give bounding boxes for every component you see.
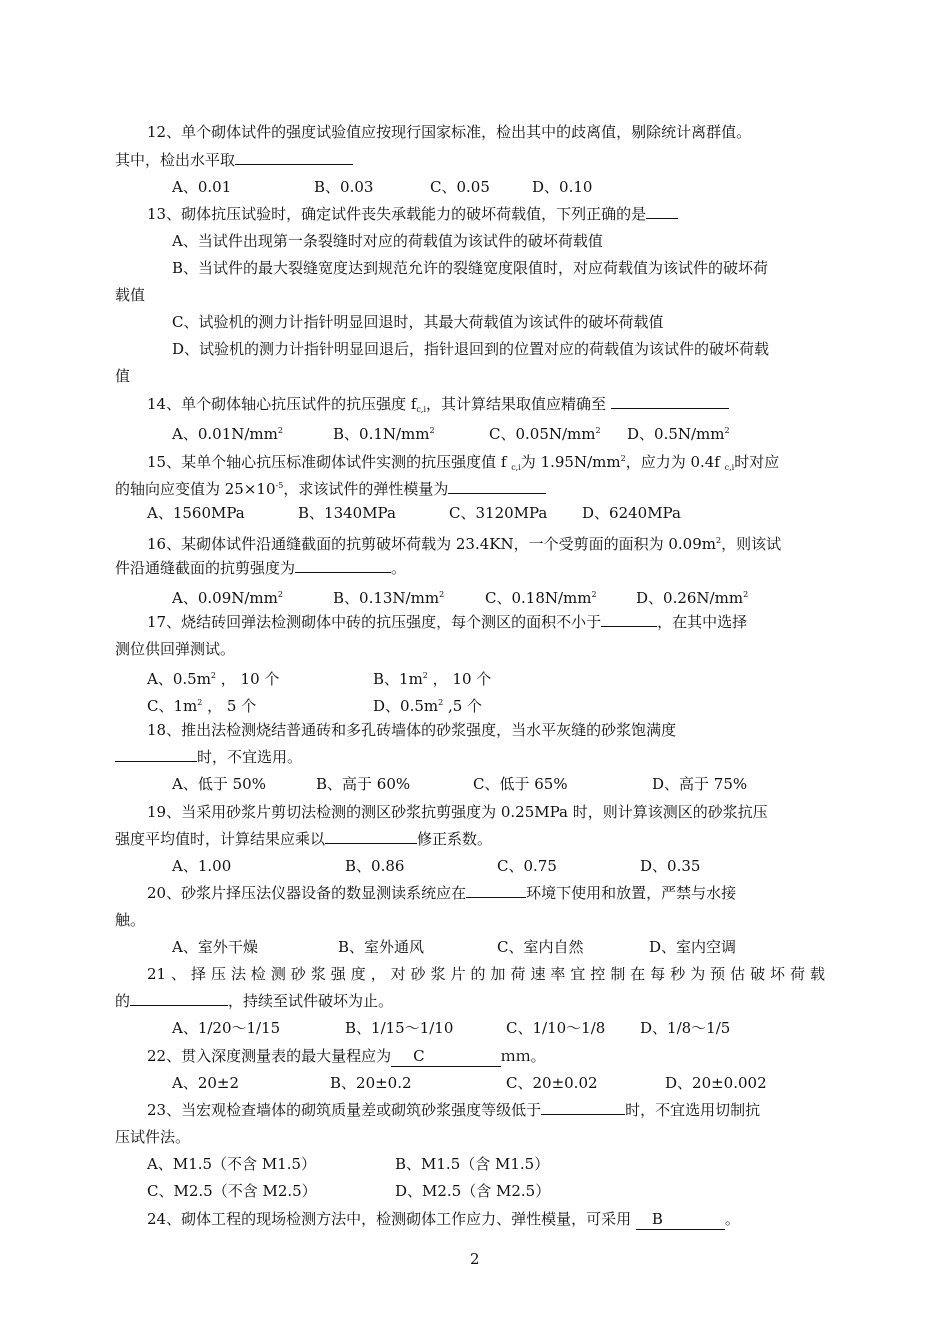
q18-line2: 时，不宜选用。 xyxy=(197,748,303,766)
q14-blank[interactable] xyxy=(611,394,729,409)
q13-option-b: B、当试件的最大裂缝宽度达到规范允许的裂缝宽度限值时，对应荷载值为该试件的破坏荷 xyxy=(172,259,769,277)
q23-option-b: B、M1.5（含 M1.5） xyxy=(395,1155,550,1173)
q20-stem-a: 20、砂浆片择压法仪器设备的数显测读系统应在 xyxy=(147,884,467,902)
q24-answer-blank[interactable] xyxy=(636,1209,725,1230)
q18-stem-line2 xyxy=(115,747,302,767)
q16-line2-b: 。 xyxy=(391,559,407,577)
q12-option-a: A、0.01 xyxy=(172,178,232,196)
q12-stem2: 其中，检出水平取 xyxy=(115,151,236,169)
q20-stem-b: 环境下使用和放置，严禁与水接 xyxy=(526,884,737,902)
q23-option-d: D、M2.5（含 M2.5） xyxy=(395,1182,551,1200)
q12-option-d: D、0.10 xyxy=(532,178,593,196)
page-number: 2 xyxy=(470,1250,480,1268)
q24-stem-line xyxy=(147,1209,740,1229)
q23-stem-line xyxy=(147,1100,760,1120)
q13-option-d-cont: 值 xyxy=(115,367,131,385)
q12-option-c: C、0.05 xyxy=(430,178,490,196)
q16-stem-a: 16、某砌体试件沿通缝截面的抗剪破坏荷载为 23.4KN，一个受剪面的面积为 0.09m xyxy=(147,535,716,553)
q16-option-a: A、$0.09N/mm^2$ xyxy=(172,589,283,607)
q16-blank[interactable] xyxy=(295,558,391,573)
q20-stem-line2: 触。 xyxy=(115,911,146,929)
q23-option-c: C、M2.5（不含 M2.5） xyxy=(147,1182,317,1200)
q12-stem-line2 xyxy=(115,150,353,170)
q19-stem: 19、当采用砂浆片剪切法检测的测区砂浆抗剪强度为 0.25MPa 时，则计算该测区的砂浆抗压 xyxy=(147,803,768,821)
q13-option-a: A、当试件出现第一条裂缝时对应的荷载值为该试件的破坏荷载值 xyxy=(172,232,603,250)
q19-option-b: B、0.86 xyxy=(345,857,405,875)
q13-stem-line xyxy=(147,204,678,224)
q13-option-c: C、试验机的测力计指针明显回退时，其最大荷载值为该试件的破坏荷载值 xyxy=(172,313,664,331)
q13-stem: 13、砌体抗压试验时，确定试件丧失承载能力的破坏荷载值，下列正确的是 xyxy=(147,205,647,223)
q19-line2-a: 强度平均值时，计算结果应乘以 xyxy=(115,830,326,848)
q19-option-d: D、0.35 xyxy=(640,857,701,875)
q21-option-b: B、1/15～1/10 xyxy=(345,1019,454,1037)
q13-option-d: D、试验机的测力计指针明显回退后，指针退回到的位置对应的荷载值为该试件的破坏荷载 xyxy=(172,340,770,358)
q14-stem-line xyxy=(147,394,729,414)
q14-stem-b: ，其计算结果取值应精确至 xyxy=(426,395,607,413)
q21-line2-a: 的 xyxy=(115,992,131,1010)
q16-stem-line2 xyxy=(115,558,406,578)
q17-stem-b: ，在其中选择 xyxy=(657,613,748,631)
q24-answer: B xyxy=(651,1210,663,1228)
q22-answer-blank[interactable] xyxy=(391,1046,500,1067)
q14-option-b: B、$0.1N/mm^2$ xyxy=(333,425,435,443)
q21-option-c: C、1/10～1/8 xyxy=(506,1019,606,1037)
q17-stem-line xyxy=(147,612,747,632)
q23-option-a: A、M1.5（不含 M1.5） xyxy=(147,1155,317,1173)
q15-option-b: B、1340MPa xyxy=(298,504,396,522)
q20-stem-line xyxy=(147,883,736,903)
q22-stem-line xyxy=(147,1046,546,1066)
q16-option-c: C、$0.18N/mm^2$ xyxy=(485,589,597,607)
q12-blank[interactable] xyxy=(235,150,353,165)
q21-option-d: D、1/8～1/5 xyxy=(640,1019,731,1037)
q16-sup: 2 xyxy=(715,536,722,545)
q22-option-d: D、20±0.002 xyxy=(665,1074,767,1092)
q12-stem: 12、单个砌体试件的强度试验值应按现行国家标准，检出其中的歧离值，剔除统计离群值。 xyxy=(147,123,752,141)
q17-option-d: D、$0.5m^2$ ,5 个 xyxy=(373,697,483,715)
q15-option-c: C、3120MPa xyxy=(449,504,548,522)
q16-line2-a: 件沿通缝截面的抗剪强度为 xyxy=(115,559,296,577)
q23-stem-line2: 压试件法。 xyxy=(115,1128,191,1146)
q15-option-d: D、6240MPa xyxy=(582,504,681,522)
q19-line2-b: 修正系数。 xyxy=(417,830,493,848)
q15-blank[interactable] xyxy=(448,479,546,494)
q18-option-d: D、高于 75% xyxy=(652,775,748,793)
q15-line2-sup: -5 xyxy=(275,481,284,490)
q17-stem-line2: 测位供回弹测试。 xyxy=(115,640,236,658)
q17-option-a: A、$0.5m^2$ ， 10 个 xyxy=(147,670,280,688)
q14-option-c: C、$0.05N/mm^2$ xyxy=(489,425,601,443)
q14-option-a: A、$0.01N/mm^2$ xyxy=(172,425,283,443)
q17-blank[interactable] xyxy=(601,612,657,627)
q15-stem-d: 时对应 xyxy=(734,453,780,471)
q22-option-a: A、20±2 xyxy=(172,1074,240,1092)
q15-subscript-2: c,i xyxy=(724,463,735,472)
q15-stem-b: 为 1.95N/mm xyxy=(520,453,621,471)
q16-option-d: D、$0.26N/mm^2$ xyxy=(636,589,749,607)
q21-stem: 21、择压法检测砂浆强度，对砂浆片的加荷速率宜控制在每秒为预估破坏荷载 xyxy=(147,965,825,983)
q21-line2-b: ，持续至试件破坏为止。 xyxy=(228,992,394,1010)
q18-stem: 18、推出法检测烧结普通砖和多孔砖墙体的砂浆强度，当水平灰缝的砂浆饱满度 xyxy=(147,721,677,739)
q16-stem-b: ，则该试 xyxy=(721,535,782,553)
q22-option-c: C、20±0.02 xyxy=(506,1074,598,1092)
q17-option-b: B、$1m^2$ ， 10 个 xyxy=(373,670,492,688)
q20-option-c: C、室内自然 xyxy=(497,938,584,956)
q22-option-b: B、20±0.2 xyxy=(330,1074,412,1092)
q20-option-b: B、室外通风 xyxy=(338,938,425,956)
q21-stem-line2 xyxy=(115,991,393,1011)
q24-stem-a: 24、砌体工程的现场检测方法中，检测砌体工作应力、弹性模量，可采用 xyxy=(147,1210,632,1228)
q20-blank[interactable] xyxy=(466,883,526,898)
q18-option-b: B、高于 60% xyxy=(316,775,411,793)
q15-subscript: c,i xyxy=(511,463,521,472)
q16-stem-line xyxy=(147,531,781,551)
q13-blank[interactable] xyxy=(646,204,678,219)
q17-stem-a: 17、烧结砖回弹法检测砌体中砖的抗压强度，每个测区的面积不小于 xyxy=(147,613,602,631)
q20-option-d: D、室内空调 xyxy=(649,938,737,956)
q14-option-d: D、$0.5N/mm^2$ xyxy=(627,425,730,443)
q21-blank[interactable] xyxy=(130,991,228,1006)
q19-blank[interactable] xyxy=(325,829,417,844)
q22-stem-b: ｍｍ。 xyxy=(500,1047,546,1065)
q15-stem-line xyxy=(147,449,780,472)
q14-stem-a: 14、单个砌体轴心抗压试件的抗压强度 f xyxy=(147,395,417,413)
q18-option-a: A、低于 50% xyxy=(172,775,266,793)
q12-option-b: B、0.03 xyxy=(314,178,374,196)
q15-line2-b: ，求该试件的弹性模量为 xyxy=(283,480,449,498)
q15-line2-a: 的轴向应变值为 25×10 xyxy=(115,480,276,498)
q17-option-c: C、$1m^2$ ， 5 个 xyxy=(147,697,257,715)
q14-subscript: c,i xyxy=(416,405,427,414)
q24-stem-b: 。 xyxy=(724,1210,740,1228)
q15-stem-c: ，应力为 0.4f xyxy=(625,453,720,471)
q23-blank[interactable] xyxy=(541,1100,625,1115)
q22-stem-a: 22、贯入深度测量表的最大量程应为 xyxy=(147,1047,392,1065)
q20-option-a: A、室外干燥 xyxy=(172,938,258,956)
q19-option-a: A、1.00 xyxy=(172,857,232,875)
q23-stem-b: 时，不宜选用切制抗 xyxy=(625,1101,761,1119)
q18-option-c: C、低于 65% xyxy=(473,775,568,793)
q19-option-c: C、0.75 xyxy=(497,857,557,875)
q15-option-a: A、1560MPa xyxy=(147,504,245,522)
q15-sup: 2 xyxy=(620,454,626,463)
q16-option-b: B、$0.13N/mm^2$ xyxy=(333,589,445,607)
q19-stem-line2 xyxy=(115,829,492,849)
q13-option-b-cont: 载值 xyxy=(115,286,146,304)
q23-stem-a: 23、当宏观检查墙体的砌筑质量差或砌筑砂浆强度等级低于 xyxy=(147,1101,542,1119)
q15-stem-a: 15、某单个轴心抗压标准砌体试件实测的抗压强度值 f xyxy=(147,453,507,471)
q18-blank[interactable] xyxy=(115,747,197,762)
q15-stem-line2 xyxy=(115,476,546,496)
q21-option-a: A、1/20～1/15 xyxy=(172,1019,281,1037)
q22-answer: C xyxy=(413,1047,425,1065)
